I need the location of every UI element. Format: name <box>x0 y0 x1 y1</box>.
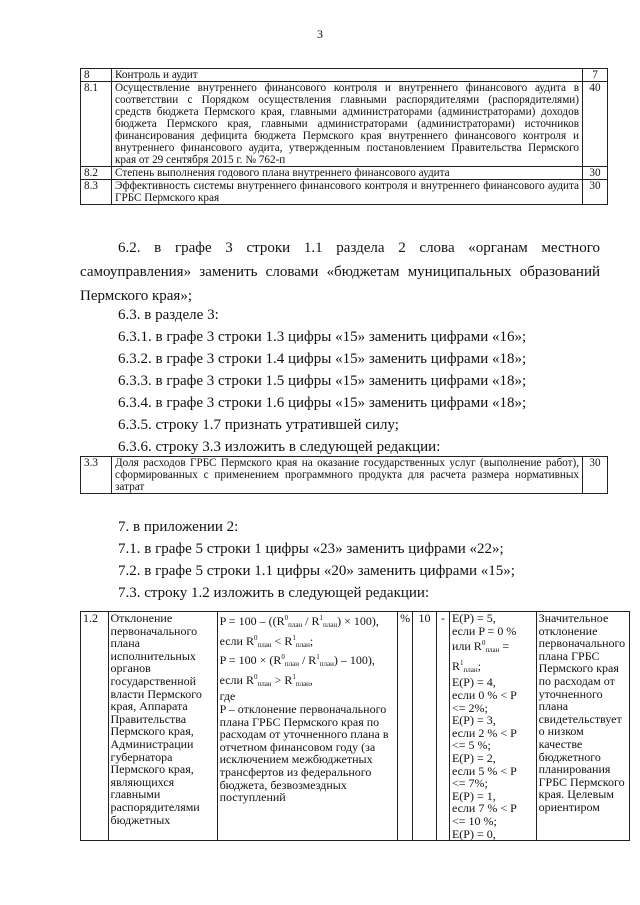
table-row <box>81 69 608 82</box>
weight-cell: 10 <box>413 612 436 841</box>
page-number: 3 <box>317 27 323 41</box>
score-line: E(P) = 4, <box>451 675 496 690</box>
score-line: E(P) = 1, <box>451 788 496 803</box>
score-line: E(P) = 5, <box>451 611 496 625</box>
row-text: Осуществление внутреннего финансового контроля и внутреннего финансового аудита в соответствии с Порядком осуществления главными распорядителями (распорядителями) средств бюджета Пермского края, главными администраторами (администраторами) доходов бюджета Пермского края, главными администраторами (администраторами) источников финансирования дефицита бюджета Пермского края внутреннего финансового контроля и внутреннего финансового аудита, утвержденным постановлением Правительства Пермского края от 29 сентября 2015 г. № 762-п <box>112 82 583 167</box>
row-value: 30 <box>583 457 608 494</box>
formula-description: P – отклонение первоначального плана ГРБС Пермского края по расходам от уточненного плана в отчетном финансовом году (за исключением межбюджетных трансфертов из федерального бюджета, безвозмездных поступлений <box>219 701 389 805</box>
score-line: $R^1_{план}$; <box>451 658 481 674</box>
table-row <box>81 167 608 180</box>
score-line: E(P) = 3, <box>451 713 496 728</box>
table-row <box>81 82 608 167</box>
criteria-table-row-3-3 <box>80 456 608 494</box>
row-value: 7 <box>583 69 608 82</box>
score-line: <= 2%; <box>451 700 488 715</box>
score-line: если 2 % < P <box>451 725 517 740</box>
criteria-table-section-8 <box>80 68 608 205</box>
formula-line: $P = 100 \times (R^0_{план} / R^1_{план}) - 100$), <box>219 653 375 669</box>
row-text: Контроль и аудит <box>112 69 583 82</box>
row-text: Эффективность системы внутреннего финансового контроля и внутреннего финансового аудита ГРБС Пермского края <box>112 180 583 205</box>
list-item: 6.3.4. в графе 3 строки 1.6 цифры «15» заменить цифрами «18»; <box>118 395 527 411</box>
list-item: 7.1. в графе 5 строки 1 цифры «23» заменить цифрами «22»; <box>118 541 504 557</box>
score-line: <= 10 %; <box>451 813 497 828</box>
list-item: 6.3.2. в графе 3 строки 1.4 цифры «15» заменить цифрами «18»; <box>118 351 527 367</box>
row-number: 1.2 <box>81 612 109 841</box>
score-line: если P = 0 % <box>451 623 517 638</box>
score-line: если 5 % < P <box>451 763 517 778</box>
formula-where: где <box>219 689 236 704</box>
score-line: E(P) = 0, <box>451 826 496 841</box>
list-item: 7.3. строку 1.2 изложить в следующей редакции: <box>118 585 430 601</box>
comment-cell: Значительное отклонение первоначального плана ГРБС Пермского края по расходам от уточненного плана свидетельствует о низком качестве бюджетного планирования ГРБС Пермского края. Целевым ориентиром <box>536 612 629 841</box>
scores-cell <box>449 612 536 841</box>
score-line: <= 5 %; <box>451 738 491 753</box>
formula-line: $P = 100 - ((R^0_{план} / R^1_{план}) \times 100)$, <box>219 614 379 629</box>
indicator-name: Отклонение первоначального плана исполнительных органов государственной власти Пермского края, Аппарата Правительства Пермского края, Администрации губернатора Пермского края, являющихся главными распорядителями бюджетных <box>108 612 217 841</box>
dash-cell: - <box>436 612 449 841</box>
list-item: 6.3. в разделе 3: <box>118 307 219 323</box>
row-text: Степень выполнения годового плана внутреннего финансового аудита <box>112 167 583 180</box>
row-number: 8.1 <box>81 82 112 167</box>
row-number: 8.3 <box>81 180 112 205</box>
row-text: Доля расходов ГРБС Пермского края на оказание государственных услуг (выполнение работ), сформированных с применением программного продукта для расчета размера нормативных затрат <box>112 457 583 494</box>
list-item: 6.3.3. в графе 3 строки 1.5 цифры «15» заменить цифрами «18»; <box>118 373 527 389</box>
row-number: 8.2 <box>81 167 112 180</box>
list-item: 7.2. в графе 5 строки 1.1 цифры «20» заменить цифрами «15»; <box>118 563 515 579</box>
score-line: <= 7%; <box>451 776 488 791</box>
table-row <box>81 457 608 494</box>
list-item: 6.3.1. в графе 3 строки 1.3 цифры «15» заменить цифрами «16»; <box>118 329 527 345</box>
score-line: если 7 % < P <box>451 801 517 816</box>
formula-line: если $R^0_{план} < R^1_{план}$; <box>219 633 314 649</box>
score-line: или $R^0_{план}$ = <box>451 639 510 655</box>
list-item: 6.3.6. строку 3.3 изложить в следующей редакции: <box>118 439 441 455</box>
row-value: 40 <box>583 82 608 167</box>
unit-cell: % <box>398 612 413 841</box>
row-number: 8 <box>81 69 112 82</box>
list-item: 7. в приложении 2: <box>118 519 239 535</box>
row-value: 30 <box>583 167 608 180</box>
row-number: 3.3 <box>81 457 112 494</box>
formula-cell <box>217 612 397 841</box>
indicator-table-row-1-2 <box>80 611 630 841</box>
table-row <box>81 612 630 841</box>
row-value: 30 <box>583 180 608 205</box>
score-line: E(P) = 2, <box>451 750 496 765</box>
paragraph-6-2: 6.2. в графе 3 строки 1.1 раздела 2 слова «органам местного самоуправления» заменить словами «бюджетам муниципальных образований Пермского края»; <box>80 240 600 304</box>
score-line: если 0 % < P <box>451 687 517 702</box>
formula-line: если $R^0_{план} > R^1_{план}$, <box>219 672 313 688</box>
list-item: 6.3.5. строку 1.7 признать утратившей силу; <box>118 417 399 433</box>
table-row <box>81 180 608 205</box>
